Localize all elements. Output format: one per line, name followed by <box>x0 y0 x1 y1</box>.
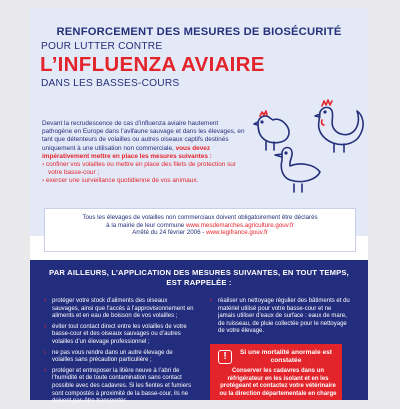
intro-emphasis: vous devez impérativement mettre en place les mesures suivantes : <box>42 144 212 160</box>
title-biosecurity: RENFORCEMENT DES MESURES DE BIOSÉCURITÉ <box>56 26 342 38</box>
bottom-panel <box>30 260 368 405</box>
intro-paragraph <box>42 120 248 186</box>
note-link-mesdemarches[interactable]: www.mesdemarches.agriculture.gouv.fr <box>185 221 294 229</box>
top-panel <box>30 8 368 236</box>
intro-text: Devant la recrudescence de cas d’influenza aviaire hautement pathogène en Europe dans l’avifaune sauvage et dans les élevages, en tant que détenteurs de volailles ou autres oiseaux captifs destinés uniquement à une utilisation non commerciale, <box>42 120 245 152</box>
left-measure-item: › éviter tout contact direct entre les volailles de votre basse-cour et des oiseaux sauvages ou d’autres volailles d’un élevage professionnel ; <box>44 324 194 347</box>
note-link-legifrance[interactable]: www.legifrance.gouv.fr <box>206 229 268 237</box>
hen-icon <box>254 111 289 150</box>
note-line-2: à la mairie de leur commune <box>106 221 185 229</box>
alert-icon: ! <box>218 350 232 364</box>
title-avian-influenza: L’INFLUENZA AVIAIRE <box>40 53 265 76</box>
title-to-fight: POUR LUTTER CONTRE <box>41 41 163 52</box>
right-measures-column <box>210 298 350 339</box>
mortality-alert-box <box>210 344 342 400</box>
measures-list <box>42 161 248 186</box>
bottom-title: PAR AILLEURS, L’APPLICATION DES MESURES SUIVANTES, EN TOUT TEMPS, EST RAPPELÉE : <box>49 268 349 287</box>
note-line-3: Arrêté du 24 février 2006 - <box>132 229 205 237</box>
declaration-note <box>44 208 356 252</box>
measure-item: › confiner vos volailles ou mettre en place des filets de protection sur votre basse-cour ; <box>42 161 236 177</box>
left-measure-item: › protéger et entreposer la litière neuve à l’abri de l’humidité et de toute contamination sans contact possible avec des cadavres. Si les fientes et fumiers sont compostés à proximité de la basse-cour, ils ne doivent pas être transportés <box>44 368 194 406</box>
duck-icon <box>275 148 320 193</box>
left-measures-column <box>44 298 194 409</box>
title-backyards: DANS LES BASSES-COURS <box>41 78 180 89</box>
alert-body: Conserver les cadavres dans un réfrigérateur en les isolant et en les protégeant et contactez votre vétérinaire ou la direction départementale en charge <box>219 368 337 397</box>
left-measure-item: › ne pas vous rendre dans un autre élevage de volailles sans précaution particulière ; <box>44 350 194 365</box>
right-measure-item: › réaliser un nettoyage régulier des bâtiments et du matériel utilisé pour votre basse-cour et ne jamais utiliser d’eaux de surface : eaux de mare, de ruisseau, de pluie collectée pour le nettoyage de votre élevage. <box>210 298 350 336</box>
measure-item: › exercer une surveillance quotidienne de vos animaux. <box>42 177 199 185</box>
rooster-icon <box>315 100 363 152</box>
note-line-1: Tous les élevages de volailles non commerciaux doivent obligatoirement être déclarés <box>82 214 318 221</box>
poster <box>30 8 368 405</box>
poultry-illustration <box>248 92 378 202</box>
left-measure-item: › protéger votre stock d’aliments des oiseaux sauvages, ainsi que l’accès à l’approvisionnement en aliments et en eau de boisson de vos volailles ; <box>44 298 194 321</box>
alert-title: Si une mortalité anormale est constatée <box>240 349 332 364</box>
